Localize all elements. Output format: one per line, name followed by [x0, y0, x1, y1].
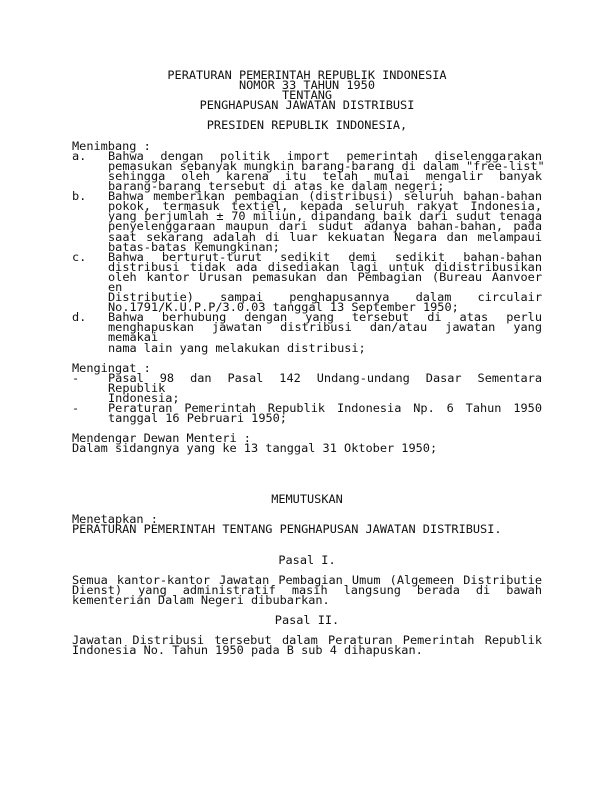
menetapkan-label: Menetapkan :	[72, 512, 158, 527]
text-line: Pasal 98 dan Pasal 142 Undang-undang Dasar Sementara Republik	[108, 370, 542, 395]
item-marker: d.	[72, 310, 87, 325]
menimbang-item-c	[72, 249, 542, 315]
text-line: Bahwa berhubung dengan yang tersebut di atas perlu	[108, 310, 542, 325]
text-line: nama lain yang melakukan distribusi;	[108, 340, 366, 355]
item-marker: a.	[72, 148, 87, 163]
menimbang-label: Menimbang :	[72, 138, 151, 153]
text-line: saat sekarang adalah di luar kekuatan Negara dan melampaui	[108, 229, 542, 244]
text-line: Distributie) sampai penghapusannya dalam circulair	[108, 290, 542, 305]
mengingat-item-1	[72, 370, 542, 405]
memutuskan-heading: MEMUTUSKAN	[271, 491, 343, 506]
text-line: kementerian Dalam Negeri dibubarkan.	[72, 592, 330, 607]
text-line: distribusi tidak ada disediakan lagi untuk didistribusikan	[108, 259, 542, 274]
text-line: sehingga oleh karena itu telah mulai mengalir banyak	[108, 168, 542, 183]
mendengar-label: Mendengar Dewan Menteri :	[72, 431, 251, 446]
text-line: pemasukan sebanyak mungkin barang-barang di dalam "free-list"	[108, 158, 545, 173]
title-line-3: TENTANG	[281, 88, 333, 103]
pasal-2-heading: Pasal II.	[274, 613, 340, 628]
item-marker: c.	[72, 249, 87, 264]
text-line: Indonesia;	[108, 391, 180, 405]
text-line: yang berjumlah ± 70 miliun, dipandang baik dari sudut tenaga	[108, 209, 542, 224]
pasal-1-body	[72, 572, 542, 607]
text-line: barang-barang tersebut di atas ke dalam negeri;	[108, 179, 445, 194]
menimbang-item-a	[72, 148, 545, 194]
text-line: No.1791/K.U.P.P/3.0.03 tanggal 13 September 1950;	[108, 300, 459, 315]
text-line: penyelenggaraan maupun dari sudut adanya bahan-bahan, pada	[108, 219, 542, 234]
president-heading: PRESIDEN REPUBLIK INDONESIA,	[206, 118, 408, 133]
text-line: Bahwa dengan politik import pemerintah diselenggarakan	[108, 148, 542, 163]
text-line: Bahwa berturut-turut sedikit demi sedikit bahan-bahan	[108, 249, 542, 264]
text-line: pokok, termasuk textiel, kepada seluruh rakyat Indonesia,	[108, 199, 542, 214]
text-line: Dienst) yang administratif masih langsung berada di bawah	[72, 582, 542, 597]
mendengar-text: Dalam sidangnya yang ke 13 tanggal 31 Oktober 1950;	[72, 441, 438, 456]
text-line: oleh kantor Urusan pemasukan dan Pembagian (Bureau Aanvoer en	[108, 269, 542, 294]
text-line: Bahwa memberikan pembagian (distribusi) seluruh bahan-bahan	[108, 189, 542, 204]
text-line: Peraturan Pemerintah Republik Indonesia Np. 6 Tahun 1950	[108, 401, 542, 416]
item-marker: -	[72, 370, 80, 385]
text-line: Indonesia No. Tahun 1950 pada B sub 4 dihapuskan.	[72, 643, 423, 658]
mengingat-item-2	[72, 401, 542, 426]
text-line: batas-batas kemungkinan;	[108, 239, 280, 254]
text-line: Semua kantor-kantor Jawatan Pembagian Umum (Algemeen Distributie	[72, 572, 542, 587]
text-line: Jawatan Distribusi tersebut dalam Peraturan Pemerintah Republik	[72, 633, 542, 648]
pasal-1-heading: Pasal I.	[278, 552, 336, 567]
text-line: menghapuskan jawatan distribusi dan/atau jawatan yang memakai	[108, 320, 542, 345]
menetapkan-text: PERATURAN PEMERINTAH TENTANG PENGHAPUSAN JAWATAN DISTRIBUSI.	[72, 522, 502, 537]
menimbang-item-b	[72, 191, 542, 252]
document-page	[72, 68, 545, 658]
item-marker: b.	[72, 189, 87, 204]
title-line-2: NOMOR 33 TAHUN 1950	[238, 78, 376, 93]
menimbang-item-d	[72, 310, 542, 355]
text-line: tanggal 16 Pebruari 1950;	[108, 411, 287, 426]
item-marker: -	[72, 401, 80, 416]
mengingat-label: Mengingat :	[72, 360, 151, 375]
pasal-2-body	[72, 633, 542, 658]
title-line-1: PERATURAN PEMERINTAH REPUBLIK INDONESIA	[167, 68, 447, 82]
title-line-4: PENGHAPUSAN JAWATAN DISTRIBUSI	[199, 98, 415, 113]
